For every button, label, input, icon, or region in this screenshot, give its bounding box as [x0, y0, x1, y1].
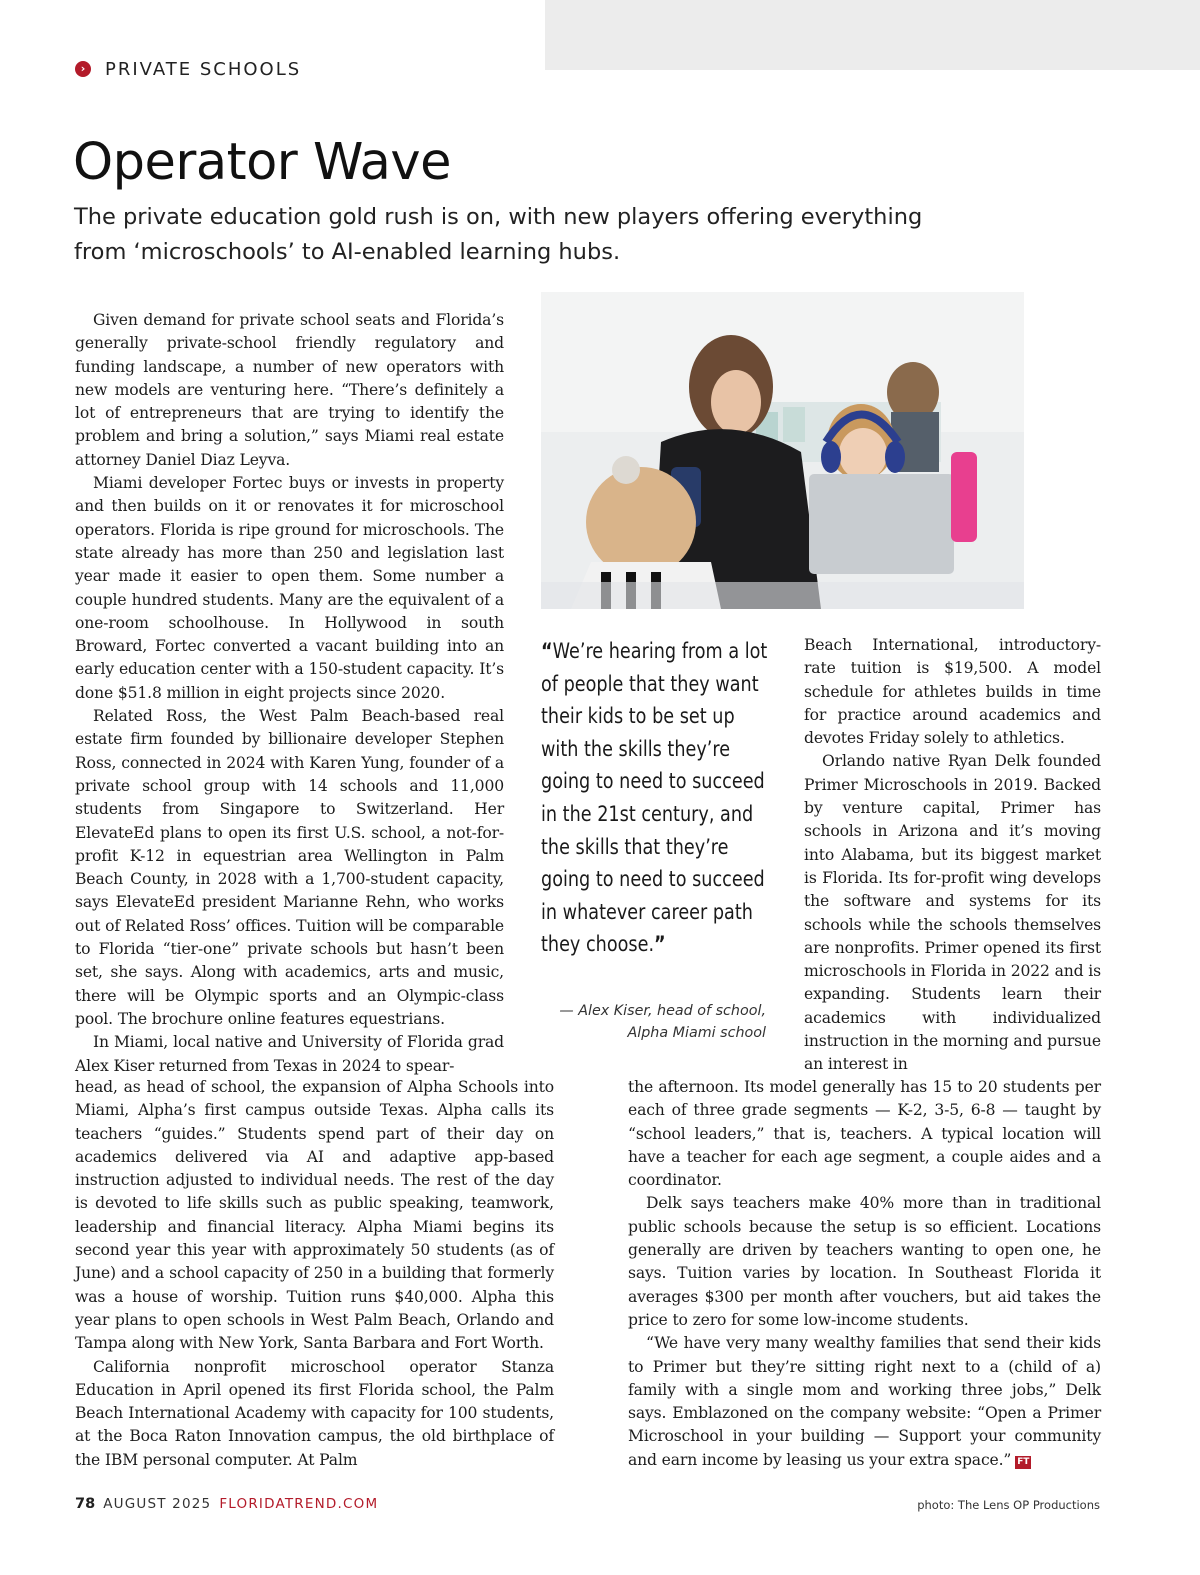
article-column-left-wide	[75, 1076, 554, 1472]
article-paragraph: California nonprofit microschool operator Stanza Education in April opened its first Florida school, the Palm Beach International Academy with capacity for 100 students, at the Boca Raton Innovation campus, the old birthplace of the IBM personal computer. At Palm	[75, 1357, 554, 1469]
pull-quote-attribution	[541, 1000, 766, 1044]
end-mark-icon: FT	[1017, 1456, 1030, 1467]
deck-subtitle: The private education gold rush is on, with new players offering everything from ‘microschools’ to AI-enabled learning hubs.	[74, 204, 923, 265]
page-title: Operator Wave	[73, 133, 451, 192]
footer-folio	[75, 1496, 378, 1512]
article-paragraph: Beach International, introductory-rate tuition is $19,500. A model schedule for athletes builds in time for practice around academics and devotes Friday solely to athletics.	[804, 636, 1101, 748]
article-column-right-narrow	[804, 634, 1101, 1077]
header-grey-bar	[545, 0, 1200, 70]
classroom-photo-illustration	[541, 292, 1024, 609]
quote-close-mark: ”	[654, 932, 666, 958]
pull-quote	[541, 636, 773, 1041]
attribution-line: — Alex Kiser, head of school,	[559, 1003, 766, 1019]
article-paragraph-text: “We have very many wealthy families that send their kids to Primer but they’re sitting right next to a (child of a) family with a single mom and working three jobs,” Delk says. Emblazoned on the company website: “Open a Primer Microschool in your building — Support your community and earn income by leasing us your extra space.”	[628, 1334, 1101, 1469]
article-paragraph: Related Ross, the West Palm Beach-based real estate firm founded by billionaire developer Stephen Ross, connected in 2024 with Karen Yung, founder of a private school group with 14 schools and 11,000 students from Singapore to Switzerland. Her ElevateEd plans to open its first U.S. school, a not-for-profit K-12 in equestrian area Wellington in Palm Beach County, in 2028 with a 1,700-student capacity, says ElevateEd president Marianne Rehn, who works out of Related Ross’ offices. Tuition will be comparable to Florida “tier-one” private schools but hasn’t been set, she says. Along with academics, arts and music, there will be Olympic sports and an Olympic-class pool. The brochure online features equestrians.	[75, 707, 504, 1028]
article-photo	[541, 292, 1024, 609]
article-paragraph: In Miami, local native and University of Florida grad Alex Kiser returned from Texas in 2024 to spear-	[75, 1033, 504, 1075]
issue-date: AUGUST 2025	[103, 1496, 212, 1512]
website-link[interactable]: FLORIDATREND.COM	[219, 1496, 379, 1512]
pull-quote-text: We’re hearing from a lot of people that they want their kids to be set up with the skills they’re going to need to succeed in the 21st century, and the skills that they’re going to need to succeed in whatever career path they choose.	[541, 639, 768, 958]
section-label: PRIVATE SCHOOLS	[105, 58, 302, 80]
article-paragraph: Miami developer Fortec buys or invests in property and then builds on it or renovates it for microschool operators. Florida is ripe ground for microschools. The state already has more than 250 and legislation last year made it easier to open them. Some number a couple hundred students. Many are the equivalent of a one-room schoolhouse. In Hollywood in south Broward, Fortec converted a vacant building into an early education center with a 150-student capacity. It’s done $51.8 million in eight projects since 2020.	[75, 474, 504, 702]
chevron-right-icon: ›	[75, 61, 91, 77]
attribution-line: Alpha Miami school	[627, 1025, 766, 1041]
article-column-left	[75, 309, 504, 1078]
article-paragraph	[628, 1332, 1101, 1472]
pull-quote-text-block	[541, 636, 773, 962]
article-paragraph: Given demand for private school seats and Florida’s generally private-school friendly regulatory and funding landscape, a number of new operators with new models are venturing here. “There’s definitely a lot of entrepreneurs that are trying to identify the problem and bring a solution,” says Miami real estate attorney Daniel Diaz Leyva.	[75, 311, 504, 469]
page-number: 78	[75, 1496, 96, 1512]
article-paragraph: Orlando native Ryan Delk founded Primer Microschools in 2019. Backed by venture capital, Primer has schools in Arizona and it’s moving into Alabama, but its biggest market is Florida. Its for-profit wing develops the software and systems for its schools while the schools themselves are nonprofits. Primer opened its first microschools in Florida in 2022 and is expanding. Students learn their academics with individualized instruction in the morning and pursue an interest in	[804, 752, 1101, 1074]
article-paragraph: Delk says teachers make 40% more than in traditional public schools because the setup is so efficient. Locations generally are driven by teachers wanting to open one, he says. Tuition varies by location. In Southeast Florida it averages $300 per month after vouchers, but aid takes the price to zero for some low-income students.	[628, 1194, 1101, 1329]
photo-credit: photo: The Lens OP Productions	[917, 1498, 1100, 1512]
quote-open-mark: “	[541, 639, 553, 664]
article-paragraph: the afternoon. Its model generally has 15 to 20 students per each of three grade segments — K-2, 3-5, 6-8 — taught by “school leaders,” that is, teachers. A typical location will have a teacher for each age segment, a couple aides and a coordinator.	[628, 1078, 1101, 1190]
article-paragraph: head, as head of school, the expansion of Alpha Schools into Miami, Alpha’s first campus outside Texas. Alpha calls its teachers “guides.” Students spend part of their day on academics delivered via AI and adaptive app-based instruction adjusted to individual needs. The rest of the day is devoted to life skills such as public speaking, teamwork, leadership and financial literacy. Alpha Miami begins its second year this year with approximately 50 students (as of June) and a school capacity of 250 in a building that formerly was a house of worship. Tuition runs $40,000. Alpha this year plans to open schools in West Palm Beach, Orlando and Tampa along with New York, Santa Barbara and Fort Worth.	[75, 1078, 554, 1353]
article-column-right-wide	[628, 1076, 1101, 1472]
section-header	[75, 57, 301, 81]
